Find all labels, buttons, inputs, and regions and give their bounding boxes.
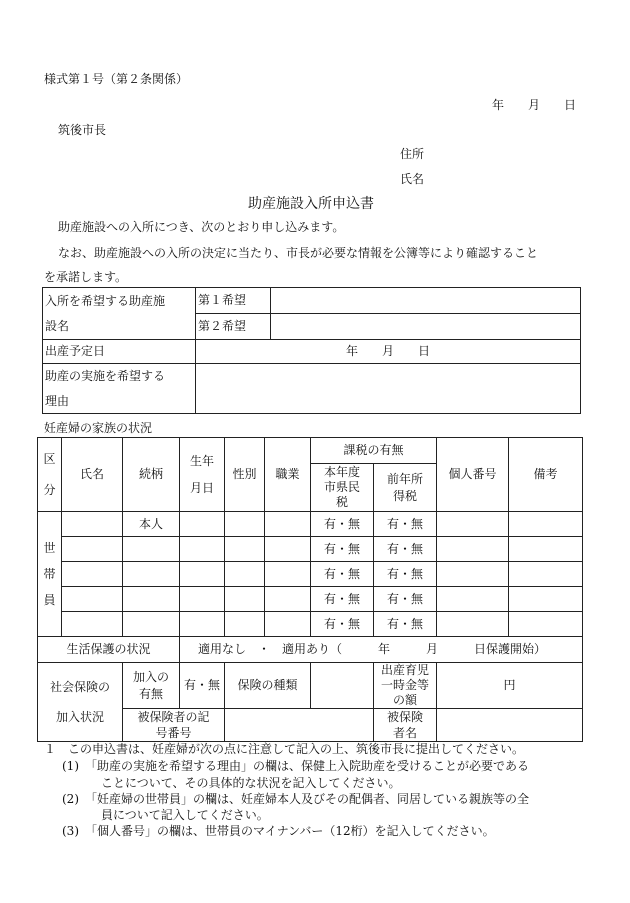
member-personal-number-field[interactable]: [437, 587, 509, 612]
choice-2-label: 第２希望: [196, 314, 271, 340]
member-relation[interactable]: [123, 537, 180, 562]
enrolled-value[interactable]: 有・無: [180, 663, 225, 709]
family-section-title: 妊産婦の家族の状況: [44, 421, 153, 435]
welfare-value[interactable]: 適用なし ・ 適用あり（ 年 月 日保護開始）: [180, 637, 583, 663]
member-remarks-field[interactable]: [509, 512, 583, 537]
tax-prev-header: 前年所 得税: [374, 464, 437, 512]
member-tax-current[interactable]: 有・無: [311, 512, 374, 537]
member-remarks-field[interactable]: [509, 587, 583, 612]
personal-number-header: 個人番号: [437, 438, 509, 512]
lump-sum-label: 出産育児 一時金等 の額: [374, 663, 437, 709]
member-occupation-field[interactable]: [265, 587, 311, 612]
date-line: 年 月 日: [492, 98, 577, 112]
member-remarks-field[interactable]: [509, 537, 583, 562]
family-table: [37, 437, 583, 742]
member-tax-current[interactable]: 有・無: [311, 562, 374, 587]
member-gender-field[interactable]: [225, 512, 265, 537]
member-occupation-field[interactable]: [265, 562, 311, 587]
member-tax-current[interactable]: 有・無: [311, 612, 374, 637]
table-row: [38, 612, 583, 637]
note-1-2a: (2) 「妊産婦の世帯員」の欄は、妊産婦本人及びその配偶者、同居している親族等の全: [62, 792, 530, 806]
member-remarks-field[interactable]: [509, 562, 583, 587]
tax-header: 課税の有無: [311, 438, 437, 464]
member-tax-prev[interactable]: 有・無: [374, 562, 437, 587]
choice-1-label: 第１希望: [196, 288, 271, 314]
member-birth-field[interactable]: [180, 562, 225, 587]
member-occupation-field[interactable]: [265, 612, 311, 637]
reason-label: 助産の実施を希望する 理由: [43, 364, 196, 414]
member-name-field[interactable]: [62, 587, 123, 612]
member-occupation-field[interactable]: [265, 537, 311, 562]
member-personal-number-field[interactable]: [437, 537, 509, 562]
insured-number-label: 被保険者の記 号番号: [123, 709, 225, 742]
member-relation[interactable]: [123, 562, 180, 587]
member-tax-current[interactable]: 有・無: [311, 537, 374, 562]
member-birth-field[interactable]: [180, 587, 225, 612]
enrolled-label: 加入の 有無: [123, 663, 180, 709]
welfare-label: 生活保護の状況: [38, 637, 180, 663]
member-tax-prev[interactable]: 有・無: [374, 587, 437, 612]
name-header: 氏名: [62, 438, 123, 512]
form-number: 様式第１号（第２条関係）: [44, 72, 189, 86]
intro-line-3: を承諾します。: [44, 270, 128, 284]
member-name-field[interactable]: [62, 537, 123, 562]
member-remarks-field[interactable]: [509, 612, 583, 637]
member-tax-current[interactable]: 有・無: [311, 587, 374, 612]
intro-line-1: 助産施設への入所につき、次のとおり申し込みます。: [58, 220, 345, 234]
category-header: 区 分: [38, 438, 62, 512]
facility-table: [42, 287, 581, 414]
member-gender-field[interactable]: [225, 562, 265, 587]
gender-header: 性別: [225, 438, 265, 512]
member-gender-field[interactable]: [225, 612, 265, 637]
choice-2-field[interactable]: [271, 314, 581, 340]
insurance-type-label: 保険の種類: [225, 663, 311, 709]
member-name-field[interactable]: [62, 612, 123, 637]
insured-number-field[interactable]: [225, 709, 374, 742]
member-tax-prev[interactable]: 有・無: [374, 612, 437, 637]
note-1: １ この申込書は、妊産婦が次の点に注意して記入の上、筑後市長に提出してください。: [44, 742, 525, 756]
member-tax-prev[interactable]: 有・無: [374, 512, 437, 537]
page-title: 助産施設入所申込書: [248, 196, 374, 212]
tax-current-header: 本年度 市県民 税: [311, 464, 374, 512]
member-personal-number-field[interactable]: [437, 512, 509, 537]
member-personal-number-field[interactable]: [437, 562, 509, 587]
note-1-1b: ことについて、その具体的な状況を記入してください。: [101, 776, 401, 790]
birth-header: 生年 月日: [180, 438, 225, 512]
member-name-field[interactable]: [62, 562, 123, 587]
address-label: 住所: [400, 147, 425, 161]
note-1-2b: 員について記入してください。: [101, 808, 269, 822]
household-label: 世 帯 員: [38, 512, 62, 637]
member-birth-field[interactable]: [180, 612, 225, 637]
insurance-type-field[interactable]: [311, 663, 374, 709]
table-row: [38, 562, 583, 587]
member-birth-field[interactable]: [180, 512, 225, 537]
relation-header: 続柄: [123, 438, 180, 512]
member-name-field[interactable]: [62, 512, 123, 537]
name-label: 氏名: [400, 172, 425, 186]
occupation-header: 職業: [265, 438, 311, 512]
note-1-3: (3) 「個人番号」の欄は、世帯員のマイナンバー（12桁）を記入してください。: [62, 824, 495, 838]
choice-1-field[interactable]: [271, 288, 581, 314]
facility-label: 入所を希望する助産施 設名: [43, 288, 196, 340]
lump-sum-amount[interactable]: 円: [437, 663, 583, 709]
remarks-header: 備考: [509, 438, 583, 512]
insured-name-label: 被保険 者名: [374, 709, 437, 742]
member-gender-field[interactable]: [225, 537, 265, 562]
intro-line-2: なお、助産施設への入所の決定に当たり、市長が必要な情報を公簿等により確認すること: [58, 246, 539, 260]
due-date-field[interactable]: 年 月 日: [196, 340, 581, 364]
member-gender-field[interactable]: [225, 587, 265, 612]
member-personal-number-field[interactable]: [437, 612, 509, 637]
member-birth-field[interactable]: [180, 537, 225, 562]
member-tax-prev[interactable]: 有・無: [374, 537, 437, 562]
due-date-label: 出産予定日: [43, 340, 196, 364]
note-1-1a: (1) 「助産の実施を希望する理由」の欄は、保健上入院助産を受けることが必要である: [62, 759, 530, 773]
table-row: [38, 537, 583, 562]
table-row: [38, 587, 583, 612]
member-occupation-field[interactable]: [265, 512, 311, 537]
table-row: [38, 512, 583, 537]
addressee: 筑後市長: [58, 123, 107, 137]
member-relation[interactable]: [123, 587, 180, 612]
insurance-label: 社会保険の 加入状況: [38, 663, 123, 742]
member-relation[interactable]: 本人: [123, 512, 180, 537]
reason-field[interactable]: [196, 364, 581, 414]
insured-name-field[interactable]: [437, 709, 583, 742]
member-relation[interactable]: [123, 612, 180, 637]
